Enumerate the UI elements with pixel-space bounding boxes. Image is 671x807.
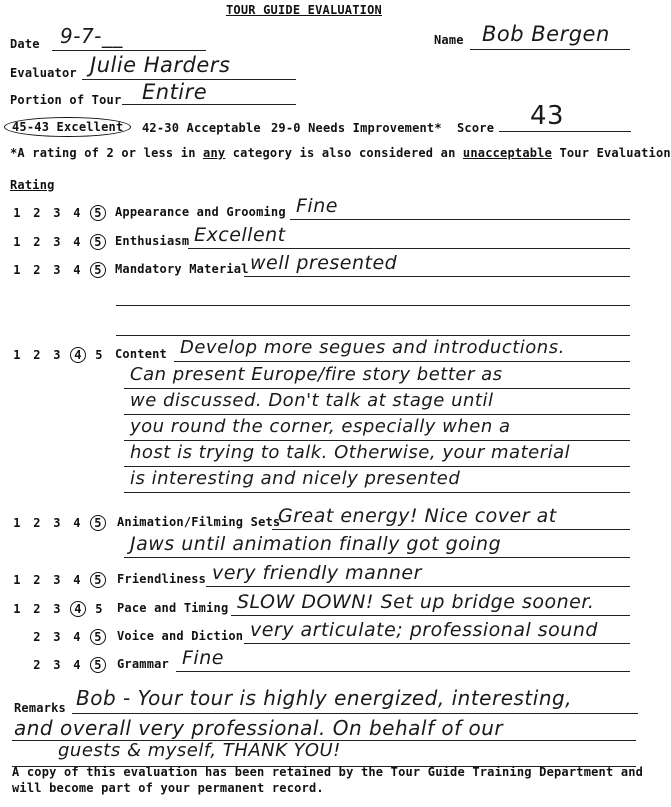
rating-options — [10, 205, 106, 221]
rating-options — [10, 234, 106, 250]
rating-option-3: 3 — [53, 630, 61, 644]
rating-option-3: 3 — [53, 658, 61, 672]
rating-option-4: 4 — [73, 573, 81, 587]
rating-option-2: 2 — [33, 263, 41, 277]
remarks-line-3: guests & myself, THANK YOU! — [58, 740, 341, 761]
name-label: Name — [434, 33, 464, 47]
rating-option-1: 1 — [13, 348, 21, 362]
category-comment: Jaws until animation finally got going — [130, 533, 502, 555]
rating-option-1: 1 — [13, 573, 21, 587]
rating-option-4: 4 — [73, 630, 81, 644]
evaluator-label: Evaluator — [10, 66, 77, 80]
category-label: Animation/Filming Sets — [117, 515, 281, 529]
rating-options — [10, 347, 106, 363]
category-comment: very friendly manner — [212, 562, 422, 584]
rating-option-4: 4 — [70, 347, 86, 363]
rating-option-2: 2 — [33, 206, 41, 220]
rating-option-2: 2 — [33, 658, 41, 672]
rating-option-1: 1 — [13, 516, 21, 530]
form-title: TOUR GUIDE EVALUATION — [226, 3, 382, 17]
rating-options — [10, 262, 106, 278]
rating-option-4: 4 — [73, 206, 81, 220]
rating-option-3: 3 — [53, 516, 61, 530]
rating-option-4: 4 — [73, 658, 81, 672]
rating-option-2: 2 — [33, 516, 41, 530]
rating-option-5: 5 — [90, 205, 106, 221]
score-value: 43 — [530, 101, 565, 131]
rating-options — [10, 601, 106, 617]
rating-option-1: 1 — [13, 263, 21, 277]
rating-note: *A rating of 2 or less in any category is also considered an unacceptable Tour Evaluation — [10, 146, 671, 160]
category-comment: Develop more segues and introductions. — [180, 337, 565, 358]
rating-option-4: 4 — [73, 235, 81, 249]
rating-option-4: 4 — [70, 601, 86, 617]
category-comment: we discussed. Don't talk at stage until — [130, 390, 494, 411]
date-label: Date — [10, 37, 40, 51]
rating-option-5: 5 — [90, 657, 106, 673]
rating-option-1: 1 — [13, 206, 21, 220]
rating-options — [30, 657, 106, 673]
rating-option-5: 5 — [95, 348, 103, 362]
category-label: Grammar — [117, 657, 169, 671]
score-label: Score — [457, 121, 495, 135]
category-label: Appearance and Grooming — [115, 205, 286, 219]
rating-option-1: 1 — [13, 602, 21, 616]
category-label: Friendliness — [117, 572, 207, 586]
category-comment: Excellent — [194, 224, 286, 246]
rating-option-3: 3 — [53, 602, 61, 616]
rating-option-4: 4 — [73, 263, 81, 277]
rating-option-5: 5 — [95, 602, 103, 616]
rating-option-2: 2 — [33, 235, 41, 249]
rating-option-3: 3 — [53, 206, 61, 220]
category-comment: you round the corner, especially when a — [130, 416, 511, 437]
category-comment: host is trying to talk. Otherwise, your material — [130, 442, 571, 463]
rating-option-3: 3 — [53, 235, 61, 249]
rating-option-1: 1 — [13, 235, 21, 249]
portion-label: Portion of Tour — [10, 93, 122, 107]
category-comment: Fine — [296, 195, 338, 217]
category-comment: Great energy! Nice cover at — [278, 505, 557, 527]
evaluator-value: Julie Harders — [90, 53, 231, 77]
footer-line-1: A copy of this evaluation has been retained by the Tour Guide Training Department and — [12, 765, 644, 779]
rating-option-3: 3 — [53, 573, 61, 587]
category-comment: Can present Europe/fire story better as — [130, 364, 503, 385]
rating-option-5: 5 — [90, 234, 106, 250]
category-label: Mandatory Material — [115, 262, 249, 276]
rating-option-5: 5 — [90, 629, 106, 645]
category-label: Content — [115, 347, 167, 361]
name-value: Bob Bergen — [482, 22, 610, 46]
rating-option-5: 5 — [90, 572, 106, 588]
scale-excellent: 45-43 Excellent — [4, 117, 131, 137]
remarks-line-2: and overall very professional. On behalf of our — [14, 716, 504, 740]
category-comment: very articulate; professional sound — [250, 619, 598, 641]
portion-value: Entire — [142, 80, 208, 104]
rating-option-2: 2 — [33, 630, 41, 644]
category-comment: Fine — [182, 647, 224, 669]
rating-options — [30, 629, 106, 645]
category-label: Voice and Diction — [117, 629, 244, 643]
rating-option-5: 5 — [90, 515, 106, 531]
rating-option-3: 3 — [53, 263, 61, 277]
category-comment: is interesting and nicely presented — [130, 468, 461, 489]
category-label: Pace and Timing — [117, 601, 229, 615]
rating-heading: Rating — [10, 178, 55, 192]
remarks-line-1: Bob - Your tour is highly energized, interesting, — [76, 686, 573, 710]
category-comment: SLOW DOWN! Set up bridge sooner. — [237, 591, 595, 613]
category-label: Enthusiasm — [115, 234, 190, 248]
scale-needs-improvement: 29-0 Needs Improvement* — [271, 121, 442, 135]
rating-option-2: 2 — [33, 348, 41, 362]
footer-line-2: will become part of your permanent record. — [12, 781, 324, 795]
rating-option-5: 5 — [90, 262, 106, 278]
rating-option-4: 4 — [73, 516, 81, 530]
category-comment: well presented — [250, 252, 398, 274]
remarks-label: Remarks — [14, 701, 66, 715]
date-value: 9-7-__ — [60, 24, 123, 48]
rating-options — [10, 515, 106, 531]
rating-option-2: 2 — [33, 602, 41, 616]
rating-option-3: 3 — [53, 348, 61, 362]
rating-options — [10, 572, 106, 588]
rating-option-2: 2 — [33, 573, 41, 587]
scale-acceptable: 42-30 Acceptable — [142, 121, 261, 135]
